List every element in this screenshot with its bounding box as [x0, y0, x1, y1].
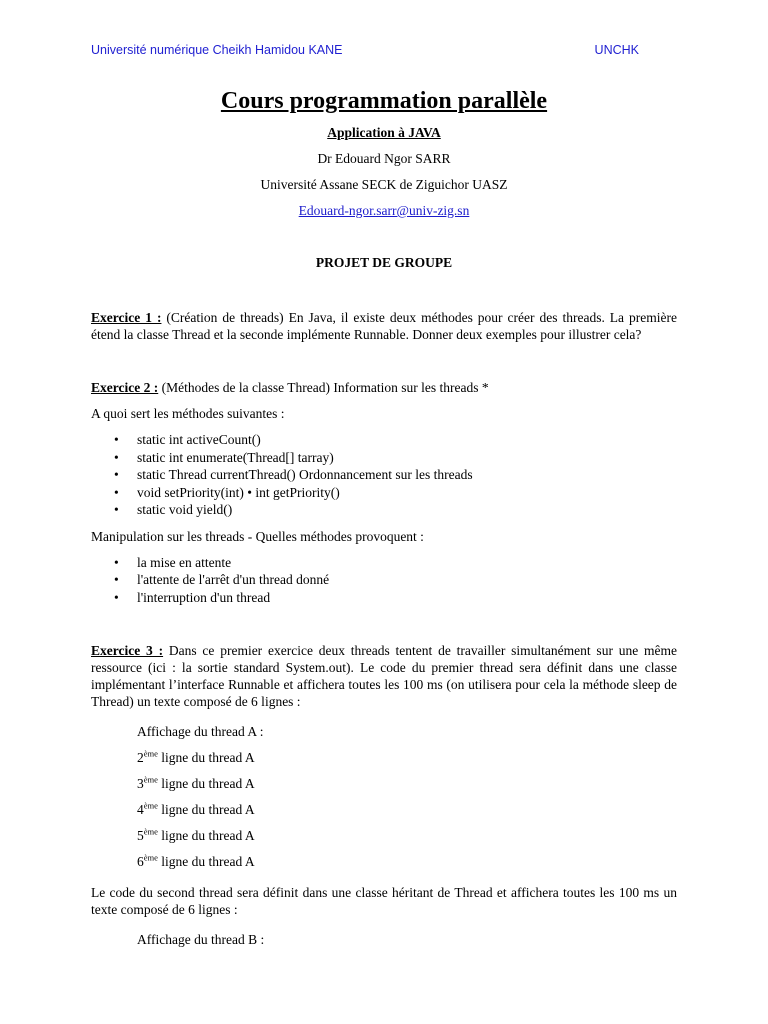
page-header [91, 42, 639, 58]
exercise-1-label: Exercice 1 : [91, 310, 162, 325]
author-email-link[interactable]: Edouard-ngor.sarr@univ-zig.sn [298, 203, 470, 218]
exercise-2-manipulation: Manipulation sur les threads - Quelles méthodes provoquent : [91, 528, 424, 544]
list-item: • void setPriority(int) • int getPriority() [137, 484, 677, 502]
author-affiliation: Université Assane SECK de Ziguichor UASZ [260, 177, 508, 192]
exercise-2-label: Exercice 2 : [91, 380, 159, 395]
thread-b-output [91, 927, 677, 953]
list-item: • static Thread currentThread() Ordonnancement sur les threads [137, 466, 677, 484]
exercise-3-second-thread: Le code du second thread sera définit dans une classe héritant de Thread et affichera toutes les 100 ms un texte composé de 6 lignes : [91, 885, 677, 917]
thread-a-line-6: 6ème ligne du thread A [137, 852, 255, 869]
thread-b-intro: Affichage du thread B : [137, 932, 265, 947]
effects-list [91, 554, 677, 607]
list-item: • la mise en attente [137, 554, 677, 572]
document-subtitle: Application à JAVA [327, 125, 441, 140]
thread-a-line-3: 3ème ligne du thread A [137, 774, 255, 791]
list-item: • static int activeCount() [137, 431, 677, 449]
author-name: Dr Edouard Ngor SARR [317, 151, 451, 166]
methods-list [91, 431, 677, 519]
exercise-2-text: (Méthodes de la classe Thread) Information sur les threads * [158, 380, 489, 395]
project-heading: PROJET DE GROUPE [315, 255, 453, 270]
exercise-3-text: Dans ce premier exercice deux threads tentent de travailler simultanément sur une même ressource (ici : la sortie standard System.out). Le code du premier thread sera définit dans une classe implémentant l’interface Runnable et affichera toutes les 100 ms (on utilisera pour cela la méthode sleep de Thread) un texte composé de 6 lignes : [91, 643, 678, 709]
exercise-3-label: Exercice 3 : [91, 643, 164, 658]
list-item: • static int enumerate(Thread[] tarray) [137, 449, 677, 467]
thread-a-output [91, 719, 677, 875]
exercise-2-question: A quoi sert les méthodes suivantes : [91, 406, 285, 421]
thread-a-line-2: 2ème ligne du thread A [137, 748, 255, 765]
header-acronym: UNCHK [594, 43, 639, 57]
thread-a-intro: Affichage du thread A : [137, 724, 264, 739]
exercise-2 [91, 379, 677, 396]
header-university: Université numérique Cheikh Hamidou KANE [91, 43, 343, 57]
document-title: Cours programmation parallèle [220, 88, 548, 114]
document-body [91, 309, 677, 953]
list-item: • l'attente de l'arrêt d'un thread donné [137, 571, 677, 589]
exercise-3 [91, 642, 677, 710]
title-block [0, 86, 768, 272]
thread-a-line-5: 5ème ligne du thread A [137, 826, 255, 843]
exercise-1-text: (Création de threads) En Java, il existe deux méthodes pour créer des threads. La première étend la classe Thread et la seconde implémente Runnable. Donner deux exemples pour illustrer cela? [91, 310, 677, 342]
list-item: • static void yield() [137, 501, 677, 519]
thread-a-line-4: 4ème ligne du thread A [137, 800, 255, 817]
list-item: • l'interruption d'un thread [137, 589, 677, 607]
exercise-1 [91, 309, 677, 343]
